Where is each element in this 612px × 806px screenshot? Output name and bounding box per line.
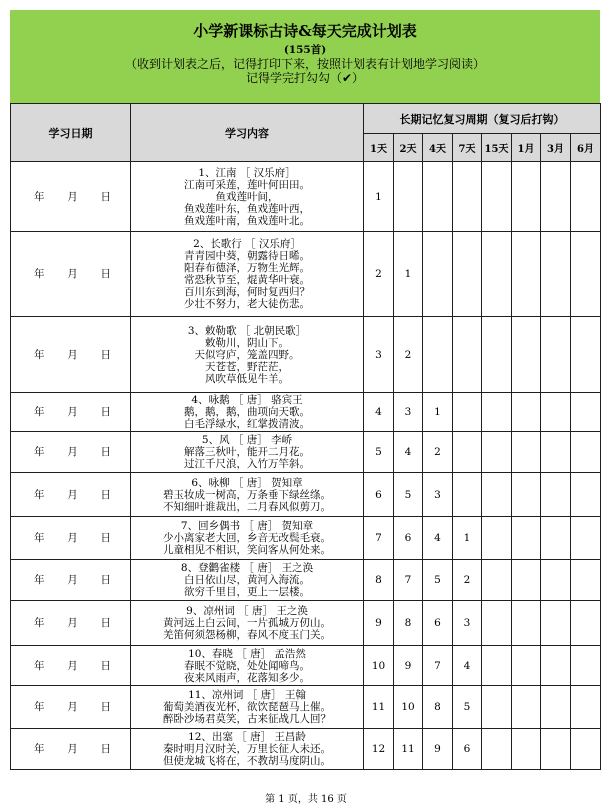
- review-cell-1d: [364, 729, 394, 770]
- date-fields: [11, 268, 130, 280]
- poem-line: 青青园中葵，朝露待日晞。: [184, 250, 310, 262]
- study-date-cell: [11, 646, 131, 686]
- review-value: 1: [375, 190, 382, 203]
- review-cell-1m: [512, 393, 541, 432]
- poem-line: 羌笛何须怨杨柳，春风不度玉门关。: [163, 629, 331, 641]
- poem-line: 少小离家老大回，乡音无改鬓毛衰。: [163, 532, 331, 544]
- year-label: 年: [34, 743, 45, 755]
- table-row: [11, 517, 601, 560]
- review-cell-6m: [571, 432, 601, 473]
- review-cell-4d: [423, 686, 453, 729]
- table-row: [11, 686, 601, 729]
- review-cell-1d: [364, 560, 394, 601]
- review-cell-3m: [541, 232, 571, 317]
- year-label: 年: [34, 446, 45, 458]
- review-cell-7d: [453, 646, 482, 686]
- review-value: 4: [434, 532, 441, 544]
- poem-title: 9、凉州词 ［ 唐］ 王之涣: [186, 605, 308, 617]
- period-3-months: 3月: [541, 134, 571, 162]
- study-content-cell: [131, 646, 364, 686]
- poem-line: 风吹草低见牛羊。: [205, 372, 289, 385]
- poem: [131, 394, 363, 430]
- review-value: 10: [401, 701, 415, 713]
- table-row: [11, 646, 601, 686]
- review-cell-4d: [423, 517, 453, 560]
- review-value: 8: [404, 617, 412, 629]
- study-content-cell: [131, 162, 364, 232]
- review-cell-4d: [423, 560, 453, 601]
- month-label: 月: [67, 617, 78, 629]
- review-cell-1d: [364, 601, 394, 646]
- review-cell-6m: [571, 162, 601, 232]
- review-cell-15d: [482, 232, 512, 317]
- review-value: 9: [375, 617, 382, 629]
- review-value: 7: [434, 659, 441, 672]
- period-2-days: 2天: [394, 134, 423, 162]
- period-6-months: 6月: [571, 134, 601, 162]
- poem-title: 2、长歌行 ［ 汉乐府］: [193, 238, 301, 250]
- review-cell-2d: [394, 601, 423, 646]
- study-date-cell: [11, 162, 131, 232]
- review-value: 3: [375, 348, 382, 361]
- poem-line: 黄河远上白云间，一片孤城万仞山。: [163, 617, 331, 629]
- review-cell-15d: [482, 560, 512, 601]
- review-cell-7d: [453, 686, 482, 729]
- review-cell-4d: [423, 473, 453, 517]
- poem-line: 碧玉妆成一树高，万条垂下绿丝绦。: [163, 488, 331, 501]
- month-label: 月: [67, 406, 78, 418]
- review-value: 1: [404, 268, 412, 280]
- study-date-cell: [11, 317, 131, 393]
- day-label: 日: [100, 574, 111, 586]
- review-cell-1m: [512, 729, 541, 770]
- study-content-cell: [131, 232, 364, 317]
- month-label: 月: [67, 348, 78, 361]
- study-date-cell: [11, 601, 131, 646]
- table-row: [11, 432, 601, 473]
- review-cell-6m: [571, 729, 601, 770]
- day-label: 日: [100, 532, 111, 544]
- study-plan-table: [10, 103, 601, 770]
- day-label: 日: [100, 659, 111, 672]
- poem-line: 少壮不努力，老大徒伤悲。: [184, 298, 310, 310]
- poem-title: 8、登鹳雀楼 ［ 唐］ 王之涣: [180, 562, 314, 574]
- poem-line: 但使龙城飞将在，不教胡马度阴山。: [163, 755, 331, 767]
- review-cell-1m: [512, 162, 541, 232]
- table-row: [11, 317, 601, 393]
- checkmark-reminder: 记得学完打勾勾（✔）: [245, 71, 365, 85]
- review-cell-7d: [453, 162, 482, 232]
- review-value: 8: [375, 574, 382, 586]
- date-fields: [11, 349, 130, 361]
- review-value: 9: [404, 659, 412, 672]
- day-label: 日: [100, 348, 111, 361]
- study-content-cell: [131, 729, 364, 770]
- date-fields: [11, 574, 130, 586]
- review-cell-1m: [512, 473, 541, 517]
- year-label: 年: [34, 488, 45, 501]
- poem-line: 江南可采莲，莲叶何田田。: [184, 178, 310, 191]
- date-fields: [11, 446, 130, 458]
- poem-line: 儿童相见不相识，笑问客从何处来。: [163, 544, 331, 556]
- month-label: 月: [67, 701, 78, 713]
- poem-line: 醉卧沙场君莫笑，古来征战几人回？: [163, 713, 331, 725]
- review-cell-1d: [364, 686, 394, 729]
- study-content-cell: [131, 560, 364, 601]
- study-date-cell: [11, 432, 131, 473]
- review-cell-1m: [512, 686, 541, 729]
- year-label: 年: [34, 406, 45, 418]
- poem-line: 鹅，鹅，鹅，曲项向天歌。: [184, 406, 310, 418]
- review-value: 5: [404, 488, 412, 501]
- year-label: 年: [34, 574, 45, 586]
- review-cell-2d: [394, 560, 423, 601]
- study-date-cell: [11, 686, 131, 729]
- review-cell-6m: [571, 601, 601, 646]
- poem: [131, 238, 363, 310]
- page-title: 小学新课标古诗&每天完成计划表: [193, 22, 417, 40]
- review-cell-15d: [482, 601, 512, 646]
- review-value: 2: [434, 446, 441, 458]
- review-cell-1d: [364, 317, 394, 393]
- review-cell-15d: [482, 432, 512, 473]
- poem: [131, 731, 363, 767]
- review-cell-2d: [394, 432, 423, 473]
- review-cell-6m: [571, 473, 601, 517]
- poem-line: 鱼戏莲叶南，鱼戏莲叶北。: [184, 214, 310, 227]
- page-number: 第 1 页，共 16 页: [265, 794, 347, 805]
- review-cell-3m: [541, 432, 571, 473]
- period-15-days: 15天: [482, 134, 512, 162]
- poem-title: 12、出塞 ［ 唐］ 王昌龄: [188, 731, 306, 743]
- review-cell-2d: [394, 393, 423, 432]
- table-header-row: [11, 104, 601, 134]
- poem: [131, 648, 363, 684]
- year-label: 年: [34, 617, 45, 629]
- month-label: 月: [67, 532, 78, 544]
- review-cell-4d: [423, 317, 453, 393]
- review-cell-6m: [571, 317, 601, 393]
- review-value: 5: [463, 701, 471, 713]
- review-cell-7d: [453, 317, 482, 393]
- review-cell-4d: [423, 162, 453, 232]
- date-fields: [11, 743, 130, 755]
- month-label: 月: [67, 446, 78, 458]
- review-value: 6: [463, 743, 471, 755]
- poem-line: 秦时明月汉时关，万里长征人未还。: [163, 743, 331, 755]
- review-cell-6m: [571, 646, 601, 686]
- day-label: 日: [100, 488, 111, 501]
- review-cell-3m: [541, 601, 571, 646]
- review-cell-7d: [453, 517, 482, 560]
- review-cell-1d: [364, 646, 394, 686]
- poem: [131, 325, 363, 385]
- review-cell-3m: [541, 473, 571, 517]
- review-cell-15d: [482, 729, 512, 770]
- poem-line: 白毛浮绿水，红掌拨清波。: [184, 418, 310, 430]
- month-label: 月: [67, 190, 78, 203]
- review-cell-7d: [453, 560, 482, 601]
- date-fields: [11, 617, 130, 629]
- review-value: 5: [375, 446, 382, 458]
- review-cell-3m: [541, 729, 571, 770]
- review-cell-15d: [482, 517, 512, 560]
- review-cell-3m: [541, 686, 571, 729]
- date-fields: [11, 406, 130, 418]
- month-label: 月: [67, 488, 78, 501]
- review-cell-1m: [512, 601, 541, 646]
- review-cell-1d: [364, 393, 394, 432]
- review-cell-1m: [512, 232, 541, 317]
- review-cell-1d: [364, 473, 394, 517]
- period-1-month: 1月: [512, 134, 541, 162]
- poem-line: 不知细叶谁裁出，二月春风似剪刀。: [163, 500, 331, 513]
- poem-line: 欲穷千里目，更上一层楼。: [184, 586, 310, 598]
- month-label: 月: [67, 574, 78, 586]
- poem-count: (155首): [283, 44, 327, 56]
- review-value: 8: [434, 701, 441, 713]
- table-row: [11, 729, 601, 770]
- year-label: 年: [34, 659, 45, 672]
- table-row: [11, 232, 601, 317]
- review-value: 2: [404, 348, 412, 361]
- review-cell-15d: [482, 162, 512, 232]
- review-cell-1d: [364, 432, 394, 473]
- month-label: 月: [67, 659, 78, 672]
- table-row: [11, 560, 601, 601]
- review-cell-1m: [512, 432, 541, 473]
- review-cell-3m: [541, 646, 571, 686]
- header-study-content: 学习内容: [131, 104, 364, 162]
- study-content-cell: [131, 517, 364, 560]
- day-label: 日: [100, 701, 111, 713]
- review-value: 9: [434, 743, 441, 755]
- poem-line: 常恐秋节至，焜黄华叶衰。: [184, 274, 310, 286]
- poem-title: 10、春晓 ［ 唐］ 孟浩然: [188, 647, 306, 660]
- review-cell-6m: [571, 560, 601, 601]
- review-cell-4d: [423, 729, 453, 770]
- poem-line: 阳春布德泽，万物生光辉。: [184, 262, 310, 274]
- header-study-date: 学习日期: [11, 104, 131, 162]
- review-cell-15d: [482, 646, 512, 686]
- table-body: [11, 162, 601, 770]
- review-cell-15d: [482, 393, 512, 432]
- study-content-cell: [131, 432, 364, 473]
- period-1-day: 1天: [364, 134, 394, 162]
- review-cell-1d: [364, 517, 394, 560]
- poem: [131, 520, 363, 556]
- review-cell-3m: [541, 393, 571, 432]
- day-label: 日: [100, 406, 111, 418]
- review-cell-7d: [453, 232, 482, 317]
- poem: [131, 434, 363, 470]
- review-cell-3m: [541, 517, 571, 560]
- poem-line: 春眠不觉晓，处处闻啼鸟。: [184, 659, 310, 672]
- review-cell-4d: [423, 601, 453, 646]
- study-content-cell: [131, 686, 364, 729]
- review-cell-7d: [453, 601, 482, 646]
- instruction-note: （收到计划表之后，记得打印下来，按照计划表有计划地学习阅读）: [124, 57, 485, 71]
- date-fields: [11, 191, 130, 203]
- study-date-cell: [11, 393, 131, 432]
- header-review-cycle: 长期记忆复习周期（复习后打钩）: [364, 104, 601, 134]
- review-cell-7d: [453, 393, 482, 432]
- review-cell-4d: [423, 646, 453, 686]
- poem: [131, 562, 363, 598]
- date-fields: [11, 489, 130, 501]
- year-label: 年: [34, 532, 45, 544]
- poem-title: 11、凉州词 ［ 唐］ 王翰: [188, 689, 306, 701]
- review-cell-2d: [394, 317, 423, 393]
- review-cell-4d: [423, 432, 453, 473]
- study-date-cell: [11, 517, 131, 560]
- poem-line: 鱼戏莲叶间，: [215, 190, 279, 203]
- year-label: 年: [34, 190, 45, 203]
- poem-title: 4、咏鹅 ［ 唐］ 骆宾王: [191, 394, 303, 406]
- poem-title: 7、回乡偶书 ［ 唐］ 贺知章: [180, 520, 314, 532]
- date-fields: [11, 660, 130, 672]
- poem-line: 葡萄美酒夜光杯，欲饮琵琶马上催。: [163, 701, 331, 713]
- review-cell-6m: [571, 686, 601, 729]
- poem-title: 5、风 ［ 唐］ 李峤: [201, 434, 293, 446]
- review-cell-3m: [541, 317, 571, 393]
- review-cell-1m: [512, 560, 541, 601]
- review-value: 10: [371, 659, 386, 672]
- review-value: 12: [371, 743, 386, 755]
- review-cell-2d: [394, 729, 423, 770]
- study-date-cell: [11, 232, 131, 317]
- poem-title: 1、江南 ［ 汉乐府］: [198, 166, 296, 179]
- review-value: 1: [463, 532, 471, 544]
- day-label: 日: [100, 743, 111, 755]
- review-cell-2d: [394, 162, 423, 232]
- review-cell-6m: [571, 517, 601, 560]
- review-value: 3: [434, 488, 441, 501]
- review-cell-1d: [364, 162, 394, 232]
- review-cell-4d: [423, 232, 453, 317]
- table-row: [11, 393, 601, 432]
- year-label: 年: [34, 268, 45, 280]
- review-cell-2d: [394, 686, 423, 729]
- review-value: 6: [404, 532, 412, 544]
- poem-title: 3、敕勒歌 ［ 北朝民歌］: [187, 324, 307, 337]
- month-label: 月: [67, 268, 78, 280]
- review-value: 4: [463, 659, 471, 672]
- table-row: [11, 601, 601, 646]
- review-value: 6: [375, 488, 382, 501]
- review-value: 6: [434, 617, 441, 629]
- title-banner: [10, 10, 600, 103]
- review-value: 2: [375, 268, 382, 280]
- review-value: 4: [404, 446, 412, 458]
- study-date-cell: [11, 729, 131, 770]
- poem-line: 天似穹庐，笼盖四野。: [194, 348, 300, 361]
- review-cell-15d: [482, 686, 512, 729]
- review-cell-2d: [394, 517, 423, 560]
- study-content-cell: [131, 601, 364, 646]
- review-cell-1d: [364, 232, 394, 317]
- date-fields: [11, 701, 130, 713]
- poem-line: 夜来风雨声，花落知多少。: [184, 671, 310, 684]
- review-cell-15d: [482, 473, 512, 517]
- year-label: 年: [34, 348, 45, 361]
- review-cell-2d: [394, 473, 423, 517]
- review-cell-7d: [453, 473, 482, 517]
- month-label: 月: [67, 743, 78, 755]
- review-value: 3: [463, 617, 471, 629]
- review-cell-7d: [453, 729, 482, 770]
- study-date-cell: [11, 560, 131, 601]
- review-value: 1: [434, 406, 441, 418]
- period-4-days: 4天: [423, 134, 453, 162]
- table-row: [11, 473, 601, 517]
- poem-line: 敕勒川，阴山下。: [205, 336, 289, 349]
- poem: [131, 605, 363, 641]
- day-label: 日: [100, 190, 111, 203]
- review-cell-2d: [394, 646, 423, 686]
- review-cell-1m: [512, 317, 541, 393]
- year-label: 年: [34, 701, 45, 713]
- review-cell-3m: [541, 162, 571, 232]
- poem-line: 解落三秋叶，能开二月花。: [184, 446, 310, 458]
- review-value: 5: [434, 574, 441, 586]
- review-cell-6m: [571, 393, 601, 432]
- period-7-days: 7天: [453, 134, 482, 162]
- poem-line: 白日依山尽，黄河入海流。: [184, 574, 310, 586]
- review-value: 11: [401, 743, 415, 755]
- date-fields: [11, 532, 130, 544]
- poem-title: 6、咏柳 ［ 唐］ 贺知章: [191, 476, 303, 489]
- poem: [131, 167, 363, 227]
- poem-line: 天苍苍，野茫茫，: [205, 360, 289, 373]
- review-cell-1m: [512, 646, 541, 686]
- review-cell-3m: [541, 560, 571, 601]
- review-cell-1m: [512, 517, 541, 560]
- poem: [131, 689, 363, 725]
- day-label: 日: [100, 617, 111, 629]
- study-content-cell: [131, 473, 364, 517]
- study-content-cell: [131, 317, 364, 393]
- study-date-cell: [11, 473, 131, 517]
- study-content-cell: [131, 393, 364, 432]
- review-cell-7d: [453, 432, 482, 473]
- poem-line: 鱼戏莲叶东，鱼戏莲叶西，: [184, 202, 310, 215]
- review-cell-15d: [482, 317, 512, 393]
- review-cell-6m: [571, 232, 601, 317]
- review-cell-4d: [423, 393, 453, 432]
- review-value: 2: [463, 574, 471, 586]
- day-label: 日: [100, 268, 111, 280]
- review-value: 4: [375, 406, 382, 418]
- poem: [131, 477, 363, 513]
- review-value: 3: [404, 406, 412, 418]
- day-label: 日: [100, 446, 111, 458]
- review-value: 7: [404, 574, 412, 586]
- poem-line: 百川东到海，何时复西归？: [184, 286, 310, 298]
- table-row: [11, 162, 601, 232]
- review-cell-2d: [394, 232, 423, 317]
- poem-line: 过江千尺浪，入竹万竿斜。: [184, 458, 310, 470]
- review-value: 11: [371, 701, 386, 713]
- review-value: 7: [375, 532, 382, 544]
